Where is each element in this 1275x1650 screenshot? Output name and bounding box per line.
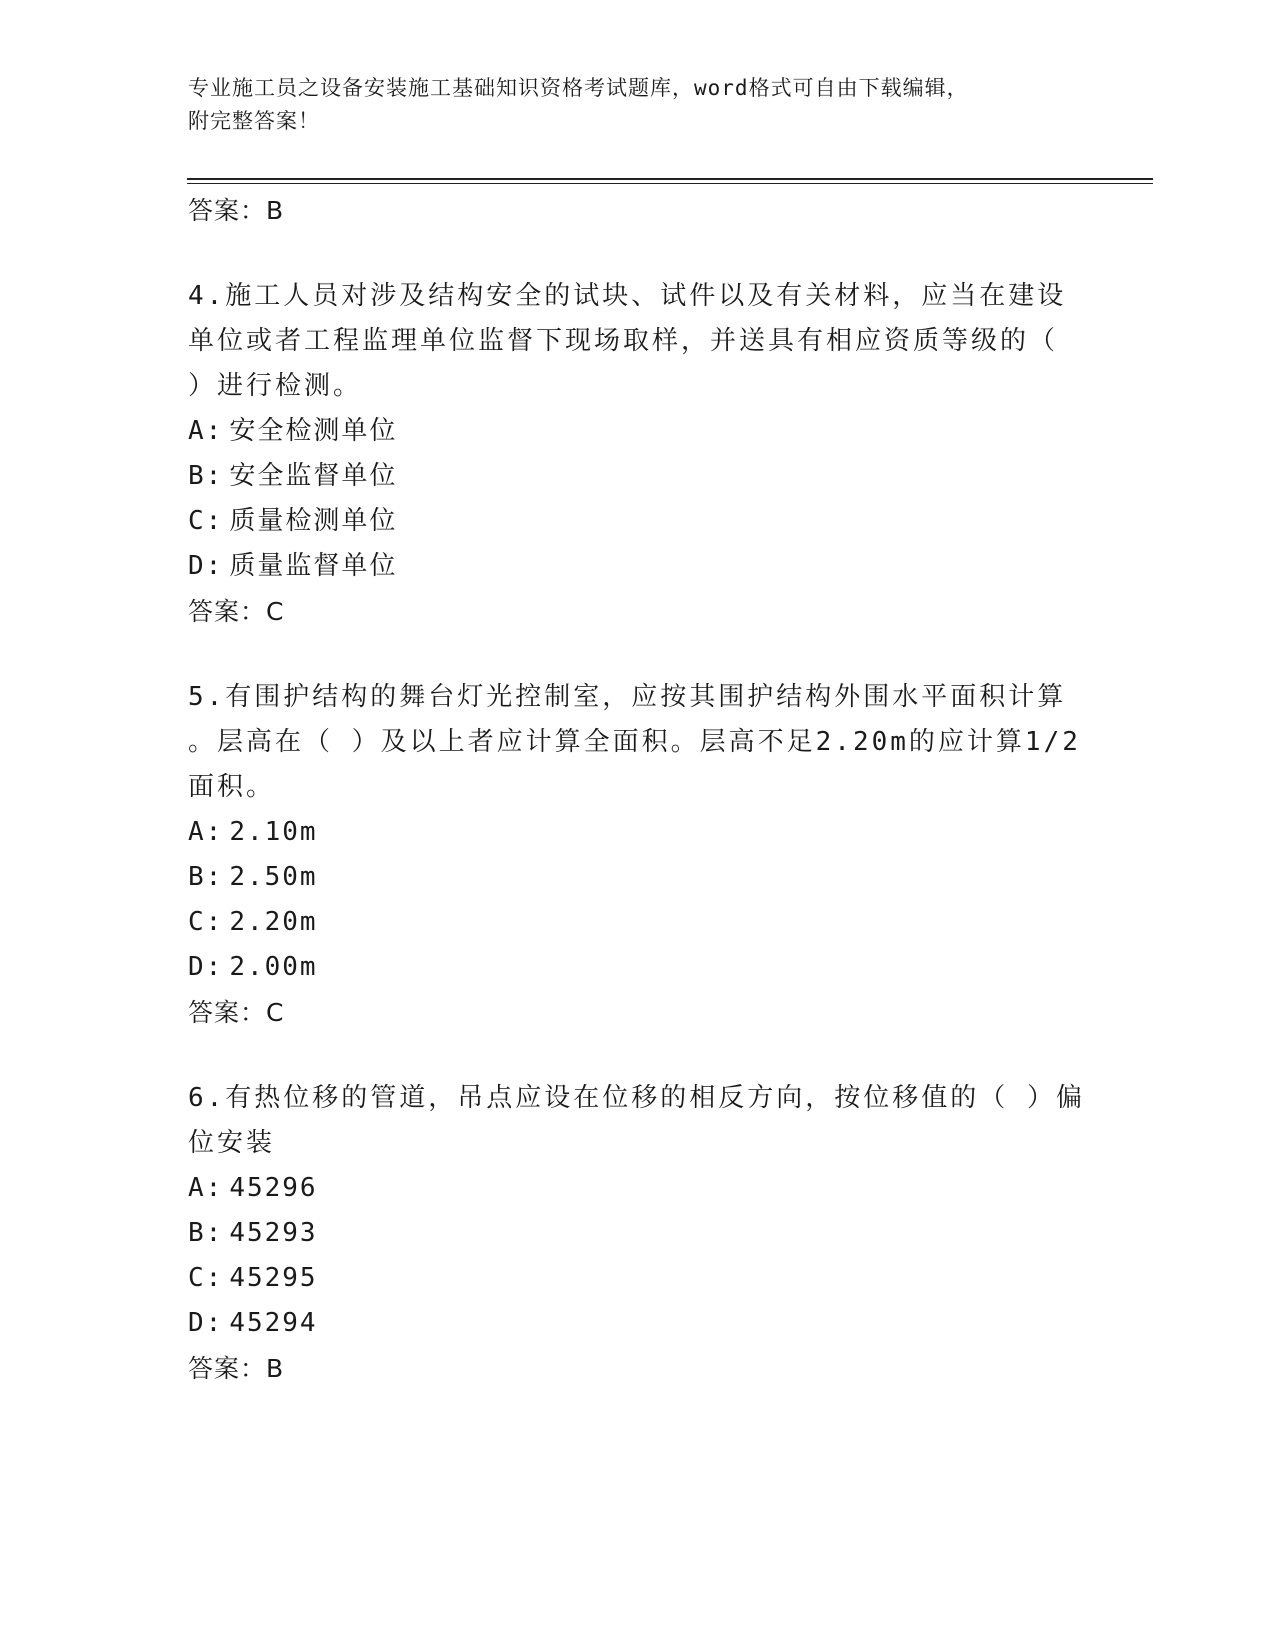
stem-line: 面积。 [188,772,276,802]
option-text: 45293 [229,1218,318,1248]
option-text: 质量监督单位 [229,551,398,581]
option-b [188,1211,1088,1256]
option-d [188,544,1088,589]
document-header [188,72,1088,138]
stem-line: 5.有围护结构的舞台灯光控制室，应按其围护结构外围水平面积计算 [188,682,1067,712]
option-a [188,810,1088,855]
question-item [188,1076,1088,1392]
option-key: B: [188,461,224,491]
stem-line: ）进行检测。 [188,371,363,401]
option-text: 2.00m [229,952,318,982]
option-text: 安全检测单位 [229,416,398,446]
option-b [188,454,1088,499]
option-text: 安全监督单位 [229,461,398,491]
option-text: 45296 [229,1173,318,1203]
question-stem [188,1076,1088,1166]
option-c [188,900,1088,945]
option-text: 质量检测单位 [229,506,398,536]
option-text: 2.10m [229,817,318,847]
option-key: C: [188,506,224,536]
option-key: A: [188,1173,224,1203]
option-key: D: [188,551,224,581]
question-stem [188,274,1088,409]
option-key: D: [188,952,224,982]
option-text: 2.20m [229,907,318,937]
option-key: B: [188,862,224,892]
option-key: C: [188,907,224,937]
question-item [188,675,1088,1036]
stem-line: 单位或者工程监理单位监督下现场取样，并送具有相应资质等级的（ [188,326,1059,356]
option-text: 45295 [229,1263,318,1293]
option-b [188,855,1088,900]
option-key: A: [188,416,224,446]
option-key: D: [188,1308,224,1338]
question-item [188,274,1088,635]
header-line-1: 专业施工员之设备安装施工基础知识资格考试题库，word格式可自由下载编辑， [188,76,969,100]
option-key: B: [188,1218,224,1248]
option-c [188,1256,1088,1301]
stem-line: 。层高在（ ）及以上者应计算全面积。层高不足2.20m的应计算1/2 [188,727,1081,757]
option-text: 2.50m [229,862,318,892]
answer-line: 答案：C [188,998,285,1027]
option-key: A: [188,817,224,847]
option-d [188,945,1088,990]
stem-line: 6.有热位移的管道，吊点应设在位移的相反方向，按位移值的（ ）偏 [188,1083,1085,1113]
option-c [188,499,1088,544]
question-list [188,188,1088,1392]
header-line-2: 附完整答案！ [188,109,320,133]
stem-line: 位安装 [188,1128,276,1158]
stem-line: 4.施工人员对涉及结构安全的试块、试件以及有关材料，应当在建设 [188,281,1067,311]
option-key: C: [188,1263,224,1293]
option-text: 45294 [229,1308,318,1338]
question-stem [188,675,1088,810]
answer-line: 答案：B [188,1354,285,1383]
answer-line: 答案：B [188,196,285,225]
option-a [188,409,1088,454]
answer-line: 答案：C [188,597,285,626]
header-divider-thick [187,178,1153,180]
header-divider-thin [187,183,1153,184]
option-d [188,1301,1088,1346]
option-a [188,1166,1088,1211]
